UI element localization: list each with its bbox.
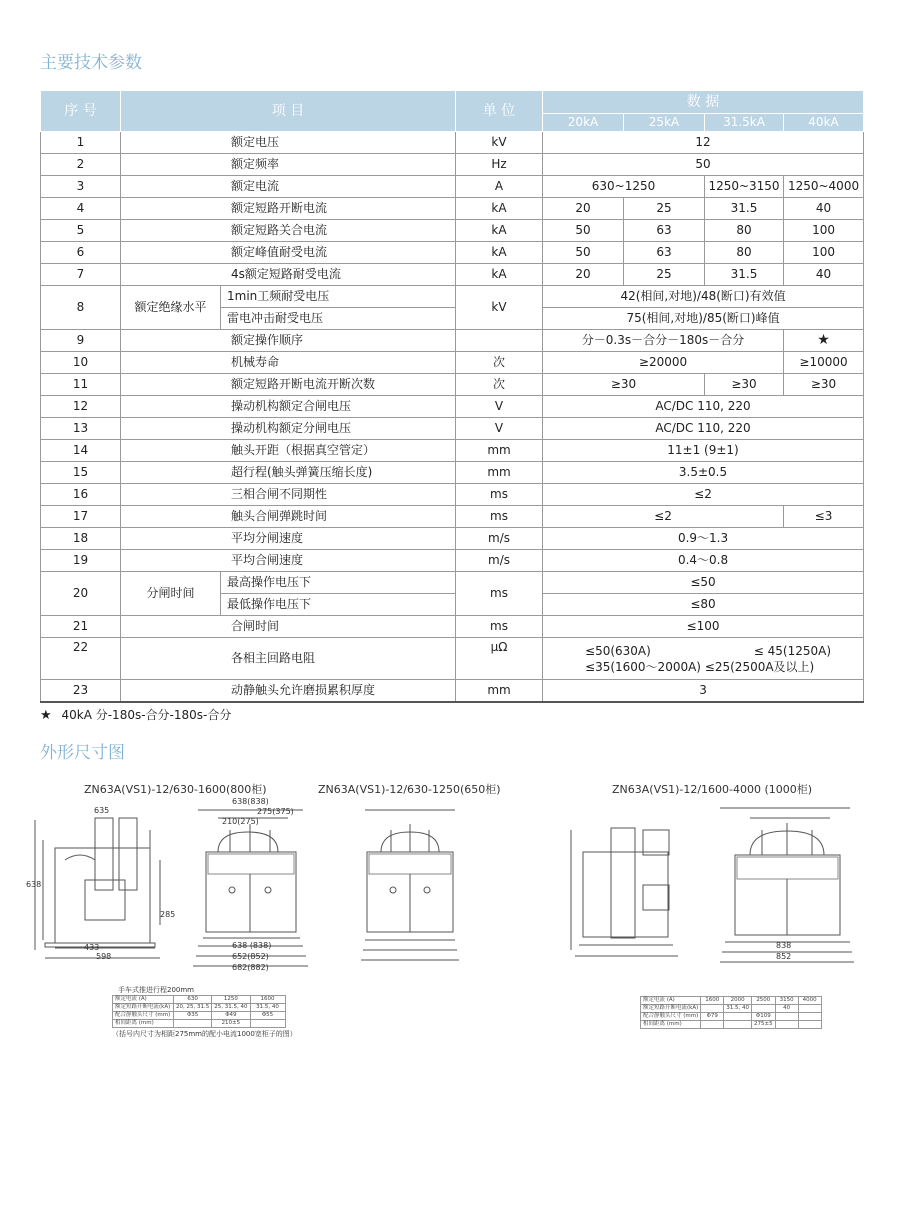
mini-table-cell — [752, 1005, 776, 1013]
table-row — [41, 374, 864, 396]
section-title-dimensions: 外形尺寸图 — [40, 743, 125, 763]
row-item: 操动机构额定合闸电压 — [121, 396, 456, 418]
row-item: 额定峰值耐受电流 — [121, 242, 456, 264]
mini-table-row — [641, 997, 822, 1005]
mini-table-cell: 配合静触头尺寸 (mm) — [641, 1013, 701, 1021]
mini-table-cell: Φ35 — [174, 1012, 212, 1020]
row-unit: ms — [456, 616, 543, 638]
mini-table-cell: 4000 — [798, 997, 821, 1005]
resistance-1250: ≤ 45(1250A) — [753, 643, 832, 658]
row-value: 0.4～0.8 — [543, 550, 864, 572]
drawing-caption-1: ZN63A(VS1)-12/630-1600(800柜) — [84, 783, 267, 796]
table-row — [41, 572, 864, 594]
row-unit: 次 — [456, 374, 543, 396]
row-no: 10 — [41, 352, 121, 374]
row-value: 50 — [543, 154, 864, 176]
dim-433: 433 — [84, 943, 100, 952]
dim-638-top: 638(838) — [232, 797, 269, 806]
row-value: 63 — [624, 220, 705, 242]
drawing-caption-3: ZN63A(VS1)-12/1600-4000 (1000柜) — [612, 783, 813, 796]
section-title-params: 主要技术参数 — [40, 53, 142, 73]
mini-table-cell: 31.5, 40 — [250, 1004, 285, 1012]
mini-table-cell: 25, 31.5, 40 — [212, 1004, 250, 1012]
dim-635: 635 — [94, 806, 110, 815]
row-value: 25 — [624, 264, 705, 286]
mini-table-cell: 40 — [775, 1005, 798, 1013]
parameters-table — [40, 90, 864, 703]
row-value: 3.5±0.5 — [543, 462, 864, 484]
row-item: 合闸时间 — [121, 616, 456, 638]
table-row — [41, 616, 864, 638]
row-unit: kA — [456, 242, 543, 264]
row-value: ≤80 — [543, 594, 864, 616]
row-unit: A — [456, 176, 543, 198]
row-value: 1250~4000 — [784, 176, 864, 198]
header-no: 序 号 — [41, 91, 121, 132]
star-icon: ★ — [40, 708, 52, 723]
row-item: 触头合闸弹跳时间 — [121, 506, 456, 528]
dim-838: 838 — [776, 941, 792, 950]
row-value: ≤3 — [784, 506, 864, 528]
row-value: ≤100 — [543, 616, 864, 638]
row-value: AC/DC 110, 220 — [543, 418, 864, 440]
row-value: 63 — [624, 242, 705, 264]
table-row — [41, 484, 864, 506]
mini-table-cell: 20, 25, 31.5 — [174, 1004, 212, 1012]
mini-table-cell: Φ79 — [701, 1013, 724, 1021]
row-item: 额定频率 — [121, 154, 456, 176]
row-no: 19 — [41, 550, 121, 572]
row-item: 额定短路关合电流 — [121, 220, 456, 242]
table-row — [41, 352, 864, 374]
row-unit: mm — [456, 462, 543, 484]
row-item: 机械寿命 — [121, 352, 456, 374]
row-no: 15 — [41, 462, 121, 484]
row-no: 8 — [41, 286, 121, 330]
mini-table-cell: 额定短路开断电流(kA) — [641, 1005, 701, 1013]
table-row — [41, 396, 864, 418]
row-value: ≤2 — [543, 506, 784, 528]
mini-table-cell: 210±5 — [212, 1020, 250, 1028]
side-view-drawing-1 — [25, 800, 185, 970]
row-item: 平均合闸速度 — [121, 550, 456, 572]
header-col-31-5ka: 31.5kA — [705, 114, 784, 132]
dim-652: 652(852) — [232, 952, 269, 961]
table-footnote — [40, 706, 231, 723]
row-item: 额定短路开断电流 — [121, 198, 456, 220]
row-unit: ms — [456, 506, 543, 528]
row-value: ≥30 — [784, 374, 864, 396]
mini-table-cell: 额定短路开断电流(kA) — [113, 1004, 174, 1012]
row-no: 16 — [41, 484, 121, 506]
table-row — [41, 418, 864, 440]
row-value: ≥30 — [543, 374, 705, 396]
row-value: 42(相间,对地)/48(断口)有效值 — [543, 286, 864, 308]
table-row — [41, 638, 864, 680]
row-value: ≥20000 — [543, 352, 784, 374]
table-row — [41, 154, 864, 176]
mini-table-row — [113, 1012, 286, 1020]
row-item: 额定操作顺序 — [121, 330, 456, 352]
row-no: 4 — [41, 198, 121, 220]
row-unit: μΩ — [456, 638, 543, 680]
row-sub-item: 1min工频耐受电压 — [221, 286, 456, 308]
mini-table-cell: 3150 — [775, 997, 798, 1005]
row-no: 20 — [41, 572, 121, 616]
row-value: 11±1 (9±1) — [543, 440, 864, 462]
mini-table-row — [641, 1005, 822, 1013]
front-view-drawing-2 — [355, 800, 465, 970]
row-no: 11 — [41, 374, 121, 396]
row-value: 100 — [784, 220, 864, 242]
row-unit: V — [456, 418, 543, 440]
mini-table-row — [113, 1004, 286, 1012]
row-value: 630~1250 — [543, 176, 705, 198]
spec-mini-table — [640, 996, 822, 1029]
mini-table-cell — [775, 1013, 798, 1021]
row-no: 9 — [41, 330, 121, 352]
table-row — [41, 286, 864, 308]
table-row — [41, 198, 864, 220]
row-no: 7 — [41, 264, 121, 286]
dim-638-left: 638 — [26, 880, 42, 889]
dim-598: 598 — [96, 952, 112, 961]
row-value: 75(相间,对地)/85(断口)峰值 — [543, 308, 864, 330]
mini-table-cell: 2500 — [752, 997, 776, 1005]
row-value: 80 — [705, 242, 784, 264]
table-row — [41, 506, 864, 528]
row-no: 3 — [41, 176, 121, 198]
row-unit — [456, 330, 543, 352]
row-value: 50 — [543, 242, 624, 264]
row-value: AC/DC 110, 220 — [543, 396, 864, 418]
row-no: 14 — [41, 440, 121, 462]
row-unit: kA — [456, 264, 543, 286]
mini-table-cell: 1600 — [701, 997, 724, 1005]
table-row — [41, 242, 864, 264]
mini-table-cell: 配合静触头尺寸 (mm) — [113, 1012, 174, 1020]
mini-table-row — [641, 1013, 822, 1021]
row-sub-item: 雷电冲击耐受电压 — [221, 308, 456, 330]
table-row — [41, 550, 864, 572]
mini-table-row — [113, 1020, 286, 1028]
row-item: 动静触头允许磨损累积厚度 — [121, 680, 456, 703]
table-row — [41, 680, 864, 703]
row-value: 31.5 — [705, 264, 784, 286]
row-no: 23 — [41, 680, 121, 703]
resistance-line2: ≤35(1600～2000A) ≤25(2500A及以上) — [585, 659, 815, 674]
row-no: 5 — [41, 220, 121, 242]
mini-table-cell: 相间距离 (mm) — [113, 1020, 174, 1028]
row-item: 4s额定短路耐受电流 — [121, 264, 456, 286]
mini-table-cell: 2000 — [724, 997, 752, 1005]
mini-table-cell: 275±5 — [752, 1021, 776, 1029]
mini-table-cell: 额定电流 (A) — [113, 996, 174, 1004]
row-value: 40 — [784, 264, 864, 286]
mini-table-cell: Φ55 — [250, 1012, 285, 1020]
header-data: 数 据 — [543, 91, 864, 114]
row-value: 1250~3150 — [705, 176, 784, 198]
row-no: 18 — [41, 528, 121, 550]
row-unit: mm — [456, 440, 543, 462]
footnote-text: 40kA 分-180s-合分-180s-合分 — [61, 708, 232, 722]
mini-table-cell — [174, 1020, 212, 1028]
row-value: ≥30 — [705, 374, 784, 396]
dim-275: 275(375) — [257, 807, 294, 816]
mini-table-cell — [724, 1013, 752, 1021]
dim-682: 682(882) — [232, 963, 269, 972]
side-view-drawing-3 — [563, 800, 693, 970]
small-table-1-title: 手车式推进行程200mm — [118, 986, 194, 994]
row-unit: 次 — [456, 352, 543, 374]
row-no: 17 — [41, 506, 121, 528]
dim-285: 285 — [160, 910, 176, 919]
mini-table-cell — [701, 1021, 724, 1029]
header-unit: 单 位 — [456, 91, 543, 132]
row-value-resistance — [543, 638, 864, 680]
mini-table-cell — [701, 1005, 724, 1013]
table-row — [41, 132, 864, 154]
row-unit: kV — [456, 286, 543, 330]
row-item: 三相合闸不同期性 — [121, 484, 456, 506]
row-value: 50 — [543, 220, 624, 242]
table-row — [41, 528, 864, 550]
table-row — [41, 176, 864, 198]
row-no: 1 — [41, 132, 121, 154]
row-value: 分－0.3s－合分－180s－合分 — [543, 330, 784, 352]
row-no: 13 — [41, 418, 121, 440]
resistance-630: ≤50(630A) — [585, 643, 651, 658]
mini-table-cell — [798, 1013, 821, 1021]
small-table-1-note: （括号内尺寸为相距275mm的配小电流1000宽柜子的图） — [112, 1030, 297, 1038]
row-unit: ms — [456, 484, 543, 506]
row-value: 80 — [705, 220, 784, 242]
small-table-3 — [640, 996, 822, 1029]
table-row — [41, 264, 864, 286]
header-item: 项 目 — [121, 91, 456, 132]
row-item: 额定电流 — [121, 176, 456, 198]
row-item: 操动机构额定分闸电压 — [121, 418, 456, 440]
mini-table-row — [641, 1021, 822, 1029]
mini-table-row — [113, 996, 286, 1004]
row-item: 额定电压 — [121, 132, 456, 154]
row-item: 触头开距（根据真空管定） — [121, 440, 456, 462]
mini-table-cell: 额定电流 (A) — [641, 997, 701, 1005]
row-item: 各相主回路电阻 — [121, 638, 456, 680]
row-value: 0.9～1.3 — [543, 528, 864, 550]
row-value: 25 — [624, 198, 705, 220]
row-value: 12 — [543, 132, 864, 154]
mini-table-cell — [798, 1021, 821, 1029]
table-row — [41, 330, 864, 352]
dim-852: 852 — [776, 952, 792, 961]
row-unit: m/s — [456, 550, 543, 572]
row-item: 额定短路开断电流开断次数 — [121, 374, 456, 396]
row-unit: kA — [456, 220, 543, 242]
row-unit: kV — [456, 132, 543, 154]
row-value: 40 — [784, 198, 864, 220]
star-mark: ★ — [784, 330, 864, 352]
mini-table-cell — [724, 1021, 752, 1029]
drawing-caption-2: ZN63A(VS1)-12/630-1250(650柜) — [318, 783, 501, 796]
mini-table-cell: Φ109 — [752, 1013, 776, 1021]
dim-638-bottom: 638 (838) — [232, 941, 272, 950]
row-group: 额定绝缘水平 — [121, 286, 221, 330]
header-col-40ka: 40kA — [784, 114, 864, 132]
row-no: 6 — [41, 242, 121, 264]
row-unit: kA — [456, 198, 543, 220]
mini-table-cell: 630 — [174, 996, 212, 1004]
row-value: ≥10000 — [784, 352, 864, 374]
row-value: 20 — [543, 264, 624, 286]
row-value: 3 — [543, 680, 864, 703]
row-group: 分闸时间 — [121, 572, 221, 616]
mini-table-cell: Φ49 — [212, 1012, 250, 1020]
mini-table-cell — [798, 1005, 821, 1013]
table-row — [41, 440, 864, 462]
mini-table-cell — [775, 1021, 798, 1029]
header-col-20ka: 20kA — [543, 114, 624, 132]
row-unit: Hz — [456, 154, 543, 176]
row-value: 31.5 — [705, 198, 784, 220]
row-unit: ms — [456, 572, 543, 616]
mini-table-cell — [250, 1020, 285, 1028]
row-value: ≤2 — [543, 484, 864, 506]
table-row — [41, 220, 864, 242]
row-item: 平均分闸速度 — [121, 528, 456, 550]
row-no: 21 — [41, 616, 121, 638]
row-no: 12 — [41, 396, 121, 418]
mini-table-cell: 1250 — [212, 996, 250, 1004]
small-table-1 — [112, 995, 286, 1028]
dim-210: 210(275) — [222, 817, 259, 826]
row-value: ≤50 — [543, 572, 864, 594]
row-item: 超行程(触头弹簧压缩长度) — [121, 462, 456, 484]
table-row — [41, 462, 864, 484]
mini-table-cell: 31.5, 40 — [724, 1005, 752, 1013]
row-sub-item: 最高操作电压下 — [221, 572, 456, 594]
mini-table-cell: 1600 — [250, 996, 285, 1004]
row-value: 100 — [784, 242, 864, 264]
row-unit: m/s — [456, 528, 543, 550]
row-no: 2 — [41, 154, 121, 176]
header-col-25ka: 25kA — [624, 114, 705, 132]
row-no: 22 — [41, 638, 121, 680]
row-unit: mm — [456, 680, 543, 703]
mini-table-cell: 相间距离 (mm) — [641, 1021, 701, 1029]
spec-mini-table — [112, 995, 286, 1028]
row-sub-item: 最低操作电压下 — [221, 594, 456, 616]
row-value: 20 — [543, 198, 624, 220]
row-unit: V — [456, 396, 543, 418]
